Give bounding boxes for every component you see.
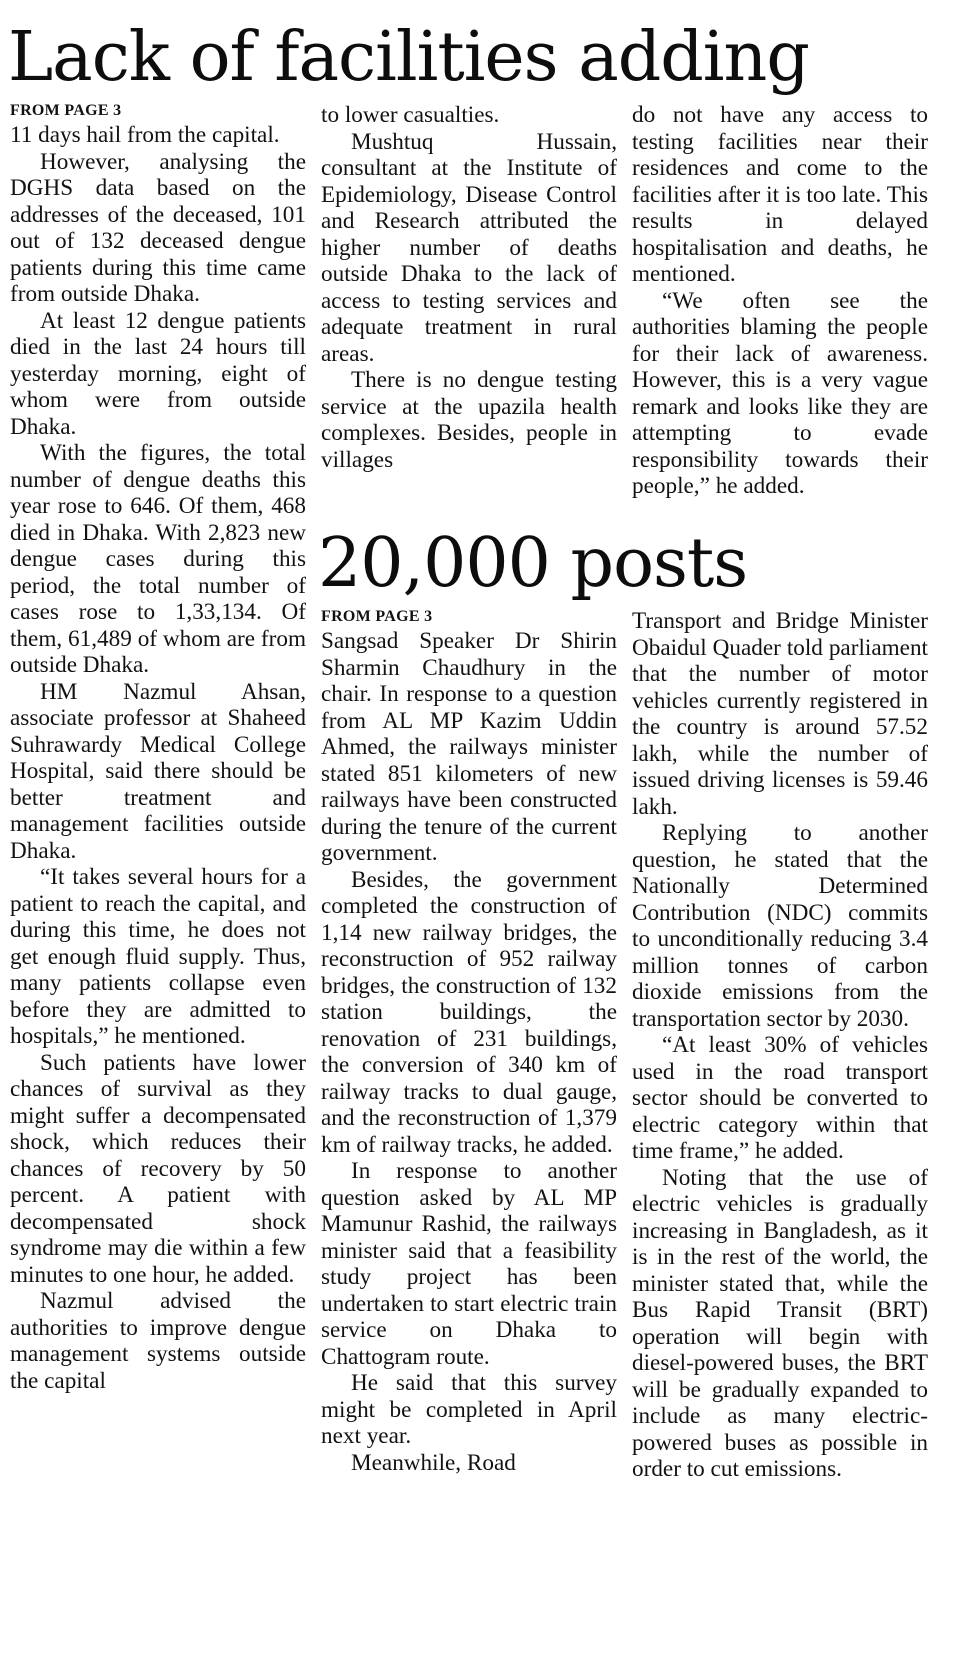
story2-kicker: FROM PAGE 3 — [321, 608, 433, 625]
story2-column-2 — [632, 608, 928, 1483]
paragraph: With the figures, the total number of dengue deaths this year rose to 646. Of them, 468 died in Dhaka. With 2,823 new dengue cases during this period, the total number of cases rose to 1,33,134. Of them, 61,489 of whom are from outside Dhaka. — [10, 440, 306, 678]
paragraph: Transport and Bridge Minister Obaidul Quader told parliament that the number of motor vehicles currently registered in the country is around 57.52 lakh, while the number of issued driving licenses is 59.46 lakh. — [632, 608, 928, 820]
paragraph: However, analysing the DGHS data based on the addresses of the deceased, 101 out of 132 deceased dengue patients during this time came from outside Dhaka. — [10, 148, 306, 307]
paragraph: Replying to another question, he stated that the Nationally Determined Contribution (NDC) commits to unconditionally reducing 3.4 million tonnes of carbon dioxide emissions from the transportation sector by 2030. — [632, 820, 928, 1032]
paragraph: HM Nazmul Ahsan, associate professor at Shaheed Suhrawardy Medical College Hospital, said there should be better treatment and management facilities outside Dhaka. — [10, 678, 306, 864]
paragraph: Nazmul advised the authorities to improve dengue management systems outside the capital — [10, 1288, 306, 1394]
paragraph: to lower casualties. — [321, 102, 500, 128]
paragraph: Sangsad Speaker Dr Shirin Sharmin Chaudhury in the chair. In response to a question from AL MP Kazim Uddin Ahmed, the railways minister stated 851 kilometers of new railways have been constructed during the tenure of the current government. — [321, 628, 617, 866]
paragraph: There is no dengue testing service at the upazila health complexes. Besides, people in villages — [321, 367, 617, 473]
story1-kicker: FROM PAGE 3 — [10, 102, 122, 119]
paragraph: “At least 30% of vehicles used in the road transport sector should be converted to electric category within that time frame,” he added. — [632, 1032, 928, 1164]
story1-column-2 — [321, 102, 617, 473]
paragraph: In response to another question asked by AL MP Mamunur Rashid, the railways minister said that a feasibility study project has been undertaken to start electric train service on Dhaka to Chattogram route. — [321, 1158, 617, 1370]
paragraph: 11 days hail from the capital. — [10, 122, 280, 148]
story1-column-3 — [632, 102, 928, 500]
story1-column-1 — [10, 100, 306, 1394]
story2-column-1 — [321, 606, 617, 1476]
paragraph: Noting that the use of electric vehicles is gradually increasing in Bangladesh, as it is in the rest of the world, the minister stated that, while the Bus Rapid Transit (BRT) operation will begin with diesel-powered buses, the BRT will be gradually expanded to include as many electric-powered buses as possible in order to cut emissions. — [632, 1164, 928, 1482]
paragraph: Mushtuq Hussain, consultant at the Institute of Epidemiology, Disease Control and Research attributed the higher number of deaths outside Dhaka to the lack of access to testing services and adequate treatment in rural areas. — [321, 128, 617, 367]
story1-headline: Lack of facilities adding — [8, 18, 809, 97]
paragraph: Such patients have lower chances of survival as they might suffer a decompensated shock, which reduces their chances of recovery by 50 percent. A patient with decompensated shock syndrome may die within a few minutes to one hour, he added. — [10, 1049, 306, 1288]
paragraph: Meanwhile, Road — [351, 1449, 516, 1476]
paragraph: “We often see the authorities blaming the people for their lack of awareness. However, this is a very vague remark and looks like they are attempting to evade responsibility towards their people,” he added. — [632, 287, 928, 499]
paragraph: At least 12 dengue patients died in the last 24 hours till yesterday morning, eight of whom were from outside Dhaka. — [10, 307, 306, 440]
paragraph: Besides, the government completed the construction of 1,14 new railway bridges, the reconstruction of 952 railway bridges, the construction of 132 station buildings, the renovation of 231 buildings, the conversion of 340 km of railway tracks to dual gauge, and the reconstruction of 1,379 km of railway tracks, he added. — [321, 866, 617, 1158]
paragraph: “It takes several hours for a patient to reach the capital, and during this time, he does not get enough fluid supply. Thus, many patients collapse even before they are admitted to hospitals,” he mentioned. — [10, 864, 306, 1049]
paragraph: do not have any access to testing facilities near their residences and come to the facilities after it is too late. This results in delayed hospitalisation and deaths, he mentioned. — [632, 102, 928, 287]
story2-headline: 20,000 posts — [318, 524, 748, 603]
paragraph: He said that this survey might be completed in April next year. — [321, 1370, 617, 1449]
